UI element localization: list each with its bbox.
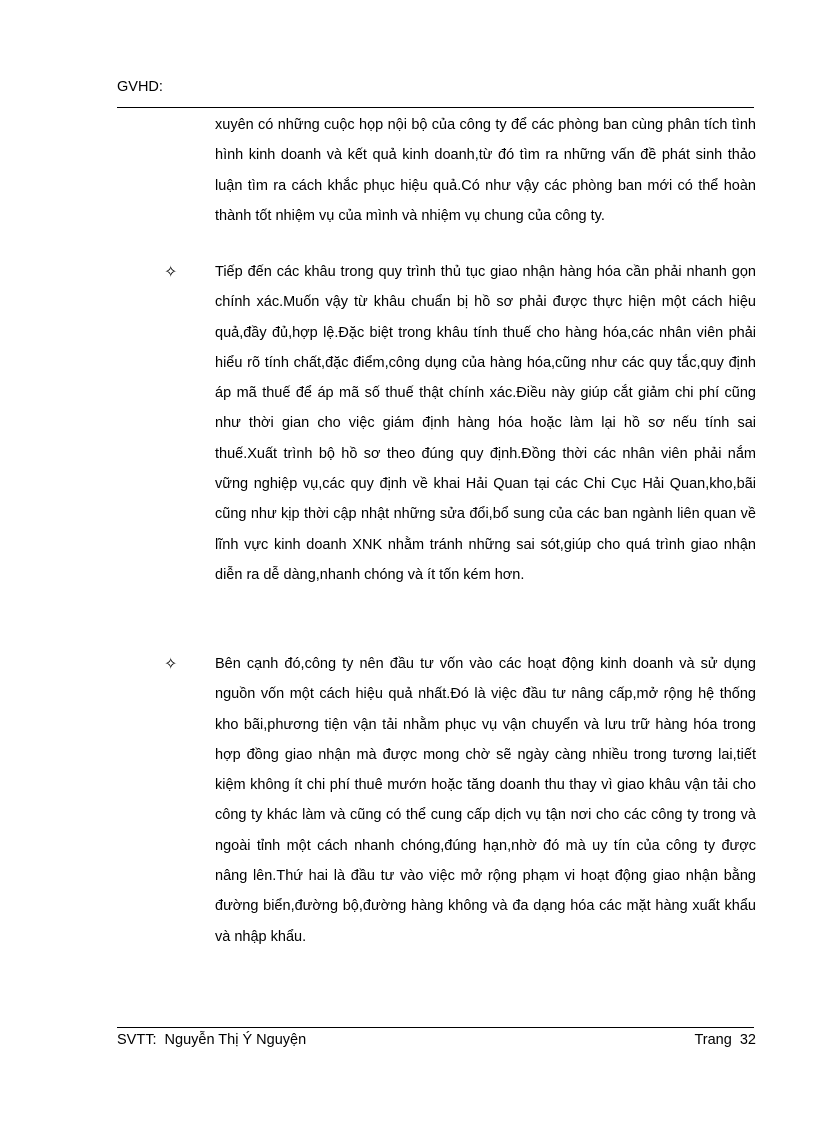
footer-divider (117, 1027, 754, 1028)
footer-student-name: SVTT: Nguyễn Thị Ý Nguyện (117, 1032, 307, 1048)
paragraph-investment: Bên cạnh đó,công ty nên đầu tư vốn vào các hoạt động kinh doanh và sử dụng nguồn vốn một cách hiệu quả nhất.Đó là việc đầu tư nâng cấp,mở rộng hệ thống kho bãi,phương tiện vận tải nhằm phục vụ vận chuyển và lưu trữ hàng hóa trong hợp đồng giao nhận mà được mong chờ sẽ ngày càng nhiều trong tương lai,tiết kiệm không ít chi phí thuê mướn hoặc tăng doanh thu thay vì giao khâu vận tải cho công ty khác làm và cũng có thể cung cấp dịch vụ tận nơi cho các công ty trong và ngoài tỉnh một cách nhanh chóng,đúng hạn,nhờ đó mà uy tín của công ty được nâng lên.Thứ hai là đầu tư vào việc mở rộng phạm vi hoạt động giao nhận bằng đường biển,đường bộ,đường hàng không và đa dạng hóa các mặt hàng xuất khẩu và nhập khẩu. (215, 656, 756, 945)
paragraph-continuation: xuyên có những cuộc họp nội bộ của công ty để các phòng ban cùng phân tích tình hình kinh doanh và kết quả kinh doanh,từ đó tìm ra những vấn đề phát sinh thảo luận tìm ra cách khắc phục hiệu quả.Có như vậy các phòng ban mới có thể hoàn thành tốt nhiệm vụ của mình và nhiệm vụ chung của công ty. (215, 117, 756, 224)
bullet-diamond-icon: ✧ (164, 262, 178, 281)
footer-page-number: Trang 32 (694, 1032, 756, 1048)
header-label: GVHD: (117, 79, 163, 95)
header-divider (117, 107, 754, 108)
paragraph-procedures: Tiếp đến các khâu trong quy trình thủ tục giao nhận hàng hóa cần phải nhanh gọn chính xác.Muốn vậy từ khâu chuẩn bị hồ sơ phải được thực hiện một cách hiệu quả,đầy đủ,hợp lệ.Đặc biệt trong khâu tính thuế cho hàng hóa,các nhân viên phải hiểu rõ tính chất,đặc điểm,công dụng của hàng hóa,cũng như các quy tắc,quy định áp mã thuế để áp mã số thuế thật chính xác.Điều này giúp cắt giảm chi phí cũng như thời gian cho việc giám định hàng hóa hoặc làm lại hồ sơ nếu tính sai thuế.Xuất trình bộ hồ sơ theo đúng quy định.Đồng thời các nhân viên phải nắm vững nghiệp vụ,các quy định về khai Hải Quan tại các Chi Cục Hải Quan,kho,bãi cũng như kịp thời cập nhật những sửa đổi,bổ sung của các ban ngành liên quan về lĩnh vực kinh doanh XNK nhằm tránh những sai sót,giúp cho quá trình giao nhận diễn ra dễ dàng,nhanh chóng và ít tốn kém hơn. (215, 264, 756, 583)
bullet-diamond-icon: ✧ (164, 654, 178, 673)
